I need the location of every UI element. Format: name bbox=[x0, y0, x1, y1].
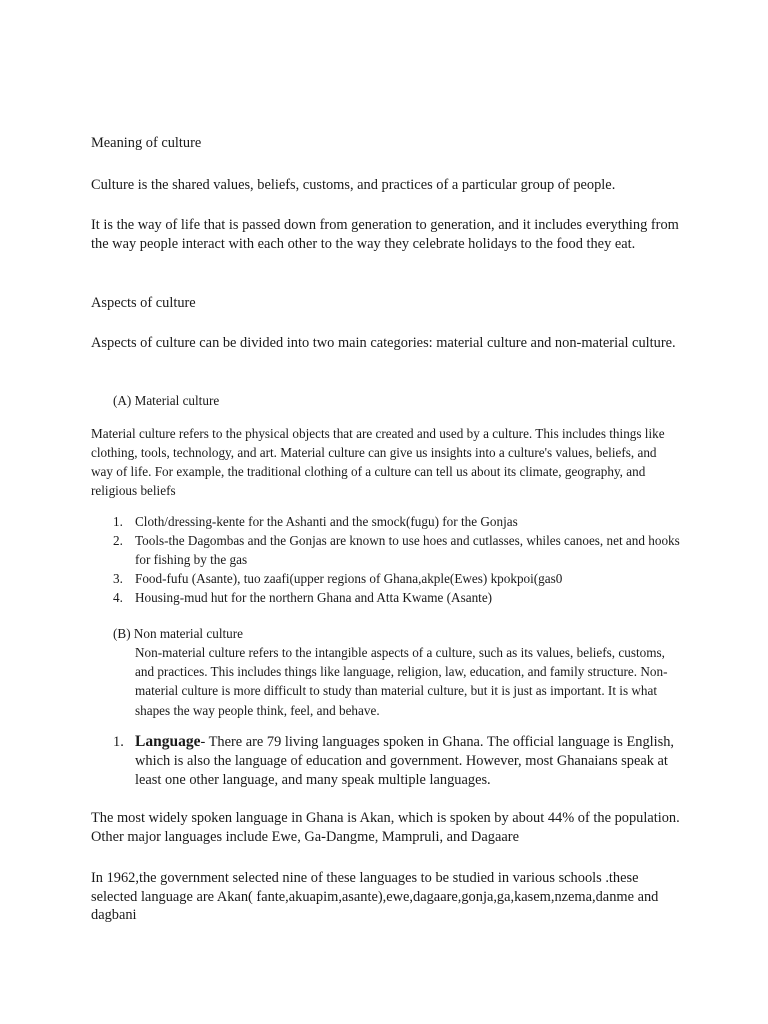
list-number: 4. bbox=[113, 590, 123, 605]
material-culture-description: Material culture refers to the physical objects that are created and used by a culture. This includes things like clothing, tools, technology, and art. Material culture can give us insights into a culture's values, beliefs, and way of life. For example, the traditional clothing of a culture can tell us about its climate, geography, and religious beliefs bbox=[91, 426, 665, 498]
list-item bbox=[91, 531, 681, 569]
list-item bbox=[91, 733, 681, 789]
material-culture-list bbox=[91, 512, 681, 607]
selection-paragraph: In 1962,the government selected nine of these languages to be studied in various schools .these selected language are Akan( fante,akuapim,asante),ewe,dagaare,gonja,ga,kasem,nzema,danme and dagbani bbox=[91, 870, 659, 923]
aspects-heading: Aspects of culture bbox=[91, 295, 196, 311]
list-item bbox=[91, 569, 681, 588]
list-item bbox=[91, 512, 681, 531]
list-item bbox=[91, 588, 681, 607]
list-term: Language bbox=[135, 733, 201, 750]
meaning-heading: Meaning of culture bbox=[91, 135, 202, 151]
akan-paragraph: The most widely spoken language in Ghana is Akan, which is spoken by about 44% of the population. Other major languages include Ewe, Ga-Dangme, Mampruli, and Dagaare bbox=[91, 810, 680, 845]
culture-definition: Culture is the shared values, beliefs, customs, and practices of a particular group of people. bbox=[91, 177, 616, 193]
list-text: Housing-mud hut for the northern Ghana and Atta Kwame (Asante) bbox=[135, 590, 493, 605]
non-material-culture-list bbox=[91, 733, 681, 789]
aspects-intro: Aspects of culture can be divided into two main categories: material culture and non-material culture. bbox=[91, 335, 676, 351]
list-number: 1. bbox=[113, 734, 124, 750]
list-number: 1. bbox=[113, 514, 123, 529]
list-text: Tools-the Dagombas and the Gonjas are known to use hoes and cutlasses, whiles canoes, net and hooks for fishing by the gas bbox=[135, 533, 680, 567]
list-number: 3. bbox=[113, 571, 123, 586]
list-text: Food-fufu (Asante), tuo zaafi(upper regions of Ghana,akple(Ewes) kpokpoi(gas0 bbox=[135, 571, 563, 586]
non-material-culture-heading: (B) Non material culture bbox=[113, 626, 243, 641]
way-of-life-paragraph: It is the way of life that is passed down from generation to generation, and it includes everything from the way people interact with each other to the way they celebrate holidays to the food they eat. bbox=[91, 217, 679, 252]
material-culture-heading: (A) Material culture bbox=[113, 393, 220, 408]
non-material-culture-description: Non-material culture refers to the intangible aspects of a culture, such as its values, beliefs, customs, and practices. This includes things like language, religion, law, education, and family structure. Non-material culture is more difficult to study than material culture, but it is just as important. It is what shapes the way people think, feel, and behave. bbox=[135, 645, 668, 718]
list-text: Cloth/dressing-kente for the Ashanti and the smock(fugu) for the Gonjas bbox=[135, 514, 518, 529]
list-number: 2. bbox=[113, 533, 123, 548]
list-text: - There are 79 living languages spoken in Ghana. The official language is English, which is also the language of education and government. However, most Ghanaians speak at least one other language, and many speak multiple languages. bbox=[135, 734, 675, 788]
